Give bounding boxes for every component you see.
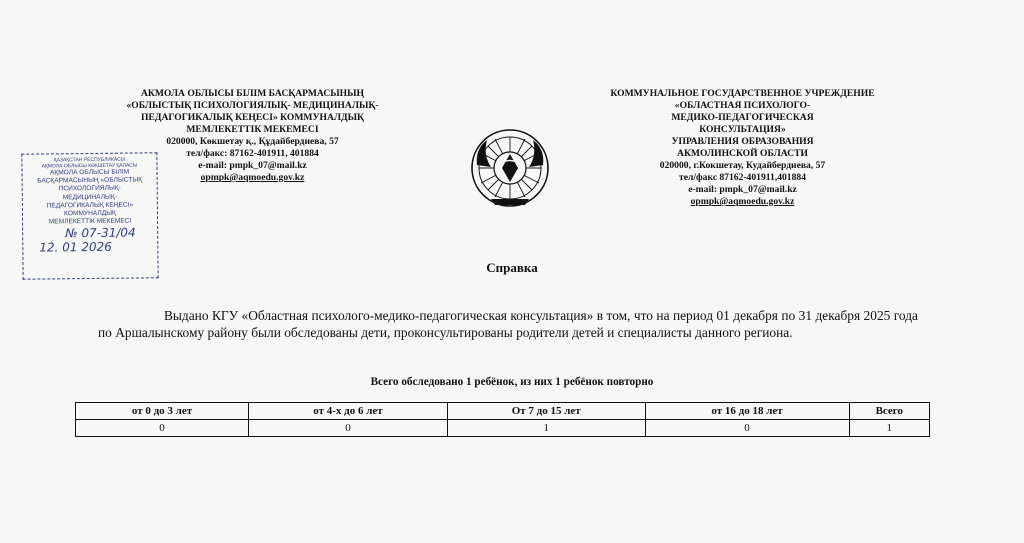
header-left-line: МЕМЛЕКЕТТІК МЕКЕМЕСІ — [186, 124, 319, 135]
table-header-cell: от 0 до 3 лет — [76, 403, 249, 420]
header-right-line: «ОБЛАСТНАЯ ПСИХОЛОГО- — [674, 100, 811, 111]
document-paragraph: Выдано КГУ «Областная психолого-медико-педагогическая консультация» в том, что на период 01 декабря по 31 декабря 2025 года по Аршалынскому району были обследованы дети, проконсультированы родители детей и специалисты данного региона. — [98, 308, 918, 340]
table-cell: 0 — [645, 420, 849, 437]
header-left-email: e-mail: pmpk_07@mail.kz — [198, 160, 307, 171]
stamp-number: № 07-31/04 — [65, 225, 136, 241]
stamp-date: 12. 01 2026 — [39, 240, 112, 255]
stamp-line: ҚАЗАҚСТАН РЕСПУБЛИКАСЫ — [53, 156, 126, 164]
header-left-line: «ОБЛЫСТЫҚ ПСИХОЛОГИЯЛЫҚ- МЕДИЦИНАЛЫҚ- — [126, 100, 379, 111]
stamp-line: ПЕДАГОГИКАЛЫҚ КЕҢЕСІ» — [46, 201, 134, 210]
document-title: Справка — [486, 260, 538, 275]
stamp-line: МЕМЛЕКЕТТІК МЕКЕМЕСІ — [48, 217, 132, 226]
header-left-line: АКМОЛА ОБЛЫСЫ БІЛІМ БАСҚАРМАСЫНЫҢ — [140, 88, 365, 99]
summary-line: Всего обследовано 1 ребёнок, из них 1 ребёнок повторно — [370, 376, 654, 388]
header-right-email: e-mail: pmpk_07@mail.kz — [688, 184, 797, 195]
table-cell: 0 — [76, 420, 249, 437]
header-right-line: АКМОЛИНСКОЙ ОБЛАСТИ — [677, 148, 808, 159]
header-left-address: 020000, Көкшетау қ., Құдайбердиева, 57 — [166, 136, 339, 147]
header-left-site: opmpk@aqmoedu.gov.kz — [200, 172, 305, 183]
header-left-line: ПЕДАГОГИКАЛЫҚ КЕҢЕСІ» КОММУНАЛДЫҚ — [140, 112, 364, 123]
stamp-line: АҚМОЛА ОБЛЫСЫ БІЛІМ — [49, 168, 130, 177]
header-right-line: КОММУНАЛЬНОЕ ГОСУДАРСТВЕННОЕ УЧРЕЖДЕНИЕ — [610, 88, 875, 99]
age-statistics-table — [75, 402, 930, 437]
state-emblem-icon — [469, 127, 551, 209]
table-cell: 0 — [249, 420, 448, 437]
header-right-russian — [580, 88, 905, 208]
table-header-cell: от 16 до 18 лет — [645, 403, 849, 420]
header-right-line: МЕДИКО-ПЕДАГОГИЧЕСКАЯ — [671, 112, 814, 123]
table-header-cell: От 7 до 15 лет — [447, 403, 645, 420]
stamp-line: КОММУНАЛДЫҚ — [64, 209, 116, 218]
stamp-line: ПСИХОЛОГИЯЛЫҚ- — [58, 185, 121, 193]
header-left-phone: тел/факс: 87162-401911, 401884 — [186, 148, 319, 159]
table-header-row — [76, 403, 930, 420]
header-right-line: КОНСУЛЬТАЦИЯ» — [699, 124, 786, 135]
header-right-phone: тел/факс 87162-401911,401884 — [678, 172, 806, 183]
header-right-line: УПРАВЛЕНИЯ ОБРАЗОВАНИЯ — [671, 136, 814, 147]
header-right-address: 020000, г.Кокшетау, Кудайбердиева, 57 — [659, 160, 826, 171]
table-cell: 1 — [447, 420, 645, 437]
table-header-cell: Всего — [849, 403, 929, 420]
table-header-cell: от 4-х до 6 лет — [249, 403, 448, 420]
table-row — [76, 420, 930, 437]
stamp-line: МЕДИЦИНАЛЫҚ- — [62, 193, 117, 201]
table-cell: 1 — [849, 420, 929, 437]
header-right-site: opmpk@aqmoedu.gov.kz — [690, 196, 795, 207]
stamp-line: АҚМОЛА ОБЛЫСЫ КӨКШЕТАУ ҚАЛАСЫ — [41, 162, 138, 170]
stamp-line: БАСҚАРМАСЫНЫҢ «ОБЛЫСТЫҚ — [37, 176, 143, 185]
